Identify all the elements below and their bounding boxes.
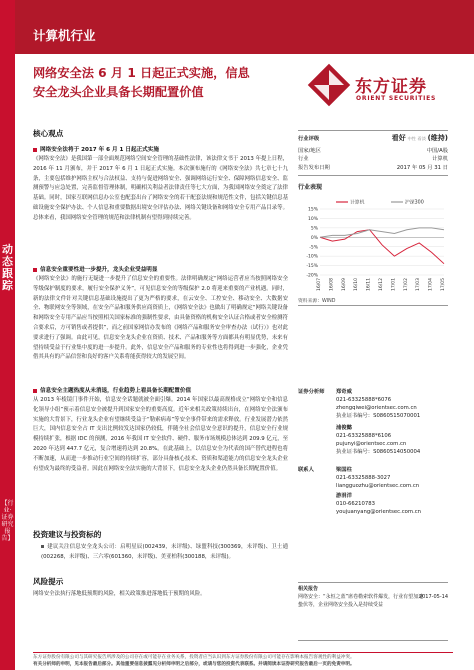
point-1-body: 《网络安全法》是我国第一部全面规范网络空间安全管理的基础性法律，该法律文书于 2013 年提上日程，2016 年 11 月颁布，并于 2017 年 6 月 1 日起正式实施。本次颁布施行的《网络安全法》共七章七十九条，主要包括维护网络主权与合法权益、支持与促进网络安全、强调网络运行安全、保障网络信息安全、监测预警与应急处置，完善监督管理体制，明确相关利益者法律责任等七大方面，为我国网络安全奠定了法律基础。同时，国家互联网信息办公室也配套出台了网络安全的若干配套法规和规范性文件，包括关键信息基础设施安全保护办法、个人信息和重要数据出境安全评估办法、网络关键设备和网络安全专用产品目录等。总体来看，我国网络安全管理的规范和法律机制有望得到持续完善。	[33, 156, 288, 221]
bullet-icon	[33, 389, 37, 393]
sidebar-band	[0, 0, 15, 670]
y-tick-label: -20%	[306, 273, 318, 279]
y-tick-label: -15%	[306, 264, 318, 270]
x-tick-label: 16/10	[354, 278, 360, 291]
core-view-section	[33, 128, 288, 600]
logo-cn: 东方证券	[355, 77, 427, 97]
chart-title: 行业表现	[298, 184, 323, 192]
analyst-1-name: 郑奇威	[336, 389, 352, 395]
contact-2-name: 游涓洋	[336, 493, 352, 499]
point-2-body: 《网络安全法》的施行无疑进一步提升了信息安全的重要性。法律明确规定“网络运营者应当按照网络安全等级保护制度的要求，履行安全保护义务”，可见信息安全的等级保护 2.0 将迎来重要的产业机遇。同时，新的法律文件针对关键信息基础设施提出了更为严格的要求，在云安全、工控安全、移动安全、大数据安全、物联网安全等领域，在安全产品和服务供应商资质上，《网络安全法》也做出了明确规定“网络关键设备和网络安全专用产品应当按照相关国家标准的强制性要求，由具备资格的机构安全认证合格或者安全检测符合要求后，方可销售或者提供”，而之前国家网信办发布的《网络产品和服务安全审查办法（试行）》也对此要求进行了强调。由此可见，信息安全龙头企业在资质、技术、产品和服务等方面都具有明显优势，未来有望持续受益于行业集中度的进一步提升。此外，信息安全产品和服务的专业性也将得到进一步强化，企业凭借其具有的产品信誉和良好的客户关系将能获得较大的发展空间。	[33, 276, 288, 361]
related-report-2[interactable]	[298, 601, 448, 609]
bullet-icon	[41, 545, 44, 548]
performance-chart-svg	[298, 197, 448, 297]
footer-disclaimer	[33, 655, 453, 668]
rating-negative: 看淡	[417, 136, 426, 141]
contact-heading: 联系人	[298, 467, 314, 473]
rating-label: 行业评级	[298, 136, 320, 142]
invest-body-text: 建议关注信息安全龙头公司：启明星辰(002439，未评级)、绿盟科技(300369，未评级)、卫士通(002268，未评级)、三六零(601360，未评级)、美亚柏科(300188，未评级)。	[41, 544, 288, 560]
x-tick-label: 17/02	[403, 278, 409, 291]
company-logo-icon	[308, 66, 350, 104]
related-bottom-rule	[298, 640, 448, 641]
y-tick-label: 15%	[307, 207, 318, 213]
related-report-1[interactable]	[298, 593, 448, 601]
rating-values	[392, 134, 448, 144]
contact-2-email[interactable]: youjuanyang@orientsec.com.cn	[336, 509, 422, 515]
analyst-1-email[interactable]: zhengqiwei@orientsec.com.cn	[336, 405, 417, 411]
rating-value: 看好	[391, 134, 406, 142]
industry-label: 计算机行业	[33, 28, 96, 43]
risk-heading: 风险提示	[33, 577, 64, 586]
legend-label: 沪深300	[405, 200, 424, 206]
date-row	[298, 164, 448, 173]
industry-row-value: 计算机	[432, 156, 448, 163]
contact-2-tel: 010-66210783	[336, 501, 375, 507]
point-1-title: 网络安全法将于 2017 年 6 月 1 日起正式实施	[40, 147, 159, 153]
x-tick-label: 16/09	[341, 278, 347, 291]
y-tick-label: 0%	[310, 235, 318, 241]
related-report-1-date: 2017-05-14	[418, 594, 448, 600]
logo-en: ORIENT SECURITIES	[356, 95, 437, 102]
x-tick-label: 16/07	[317, 278, 322, 291]
sidebar-report-type: 【行业·证券研究报告】	[1, 500, 14, 542]
date-label: 报告发布日期	[298, 164, 330, 171]
contact-1-email[interactable]: liangguozhu@orientsec.com.cn	[336, 483, 420, 489]
y-tick-label: -10%	[306, 254, 318, 260]
related-heading: 相关报告	[298, 586, 319, 592]
country-label: 国家/地区	[298, 147, 321, 154]
performance-chart	[298, 197, 448, 297]
rating-block	[298, 130, 448, 191]
legend-label: 计算机	[350, 200, 365, 206]
point-3-body: 从 2013 年棱镜门事件开始，信息安全话题就被全面引爆。2014 年国家以最高规格成立“网络安全和信息化领导小组”预示着信息安全被提升到国家安全的重要高度。近年来相关政策持续出台，在网络安全法颁布实施的大背景下，行业龙头企业有望继续受益于“勒索病毒”等安全事件带来的需求释放。行业发展潜力依然巨大，国内信息安全占 IT 支出比例较发达国家仍较低，伴随全社会信息安全意识的提升，信息安全行业规模持续扩张，根据 IDC 的预测，2016 年我国 IT 安全软件、硬件、服务市场规模总体达到 209.9 亿元，至 2020 年达到 447.7 亿元，复合增速将达到 20.8%。在此基础上，以信息安全为代表的国产替代进程也将不断加速，从而进一步推动行业空间的持续扩容，部分具备核心技术、资质和渠道能力的信息安全龙头企业有望成为最终的受益者。因此在网络安全法实施的大背景下，信息安全龙头企业仍然具备长期配置价值。	[33, 397, 288, 472]
analyst-1-tel: 021-63325888*6076	[336, 397, 392, 403]
x-tick-label: 16/12	[379, 278, 384, 291]
related-report-2-title: 蛰伏等，企业网络安全投入是持续受益	[298, 602, 384, 608]
contact-1-name: 梁国柱	[336, 467, 352, 473]
series-line-1	[320, 228, 444, 237]
title-line-2: 安全龙头企业具备长期配置价值	[33, 85, 204, 99]
analyst-2-name: 浦俊懿	[336, 425, 352, 431]
analyst-2-tel: 021-63325888*6106	[336, 433, 392, 439]
country-row	[298, 147, 448, 156]
rating-row	[298, 134, 448, 144]
footer-rule	[33, 652, 453, 653]
title-line-1: 网络安全法 6 月 1 日起正式实施，信息	[33, 66, 250, 80]
point-1-heading	[33, 145, 288, 153]
analysts-heading: 证券分析师	[298, 389, 325, 395]
rating-bottom-rule	[298, 175, 448, 176]
related-reports	[298, 585, 448, 609]
risk-body: 网络安全法执行落地低预期的风险，相关政策推进落地低于预期的风险。	[33, 591, 206, 597]
point-3-title: 信息安全主题热度从未消退，行业趋势上看具备长期配置价值	[40, 388, 192, 394]
core-view-heading: 核心观点	[33, 129, 64, 138]
analyst-1-cert: 执业证书编号：S0860515070001	[336, 413, 421, 419]
y-tick-label: 10%	[307, 217, 318, 223]
related-report-1-title: 网络安全：“永恒之蓝”席卷勒索软件爆发，行业有望加速	[298, 594, 424, 600]
bullet-icon	[33, 268, 37, 272]
report-title	[33, 64, 291, 102]
point-2-title: 信息安全重要性进一步提升，龙头企业受益明显	[40, 267, 158, 273]
invest-body	[33, 543, 288, 573]
x-tick-label: 17/03	[416, 278, 422, 291]
point-3-heading	[33, 386, 288, 394]
chart-source: 资料来源：WIND	[298, 299, 336, 304]
rating-neutral: 中性	[407, 136, 416, 141]
x-tick-label: 17/01	[391, 278, 397, 291]
footer-line-1: 东方证券股份有限公司与其研究报告所涉及的公司存在或可能存在业务关系，投资者应当认识到东方证券股份有限公司可能存在影响本报告客观性的利益冲突。	[33, 655, 355, 660]
analyst-2-cert: 执业证书编号：S0860514050004	[336, 449, 421, 455]
x-tick-label: 16/08	[329, 278, 335, 291]
related-top-rule	[298, 582, 448, 583]
x-tick-label: 17/05	[441, 278, 446, 291]
rating-status: (维持)	[427, 134, 448, 142]
country-value: 中国/A股	[426, 147, 448, 154]
x-tick-label: 16/11	[366, 278, 372, 291]
point-2-heading	[33, 265, 288, 273]
rating-top-rule	[298, 130, 448, 131]
chart-bottom-rule	[298, 305, 448, 306]
invest-heading: 投资建议与投资标的	[33, 530, 102, 539]
bullet-icon	[33, 148, 37, 152]
y-tick-label: 5%	[310, 226, 318, 232]
analyst-2-email[interactable]: pujunyi@orientsec.com.cn	[336, 441, 407, 447]
contact-1-tel: 021-63325888-3027	[336, 475, 391, 481]
industry-row-label: 行业	[298, 156, 309, 163]
sidebar-doc-type: 动态跟踪	[2, 243, 13, 292]
footer-line-2: 有关分析师的申明，见本报告最后部分。其他重要信息披露见分析师申明之后部分，或请与您的投资代表联系。并请阅读本证券研究报告最后一页的免责申明。	[33, 661, 355, 667]
industry-row	[298, 155, 448, 164]
x-tick-label: 17/04	[428, 278, 434, 291]
date-value: 2017 年 05 月 31 日	[396, 164, 448, 171]
analysts-block	[298, 388, 448, 516]
y-tick-label: -5%	[309, 245, 318, 251]
